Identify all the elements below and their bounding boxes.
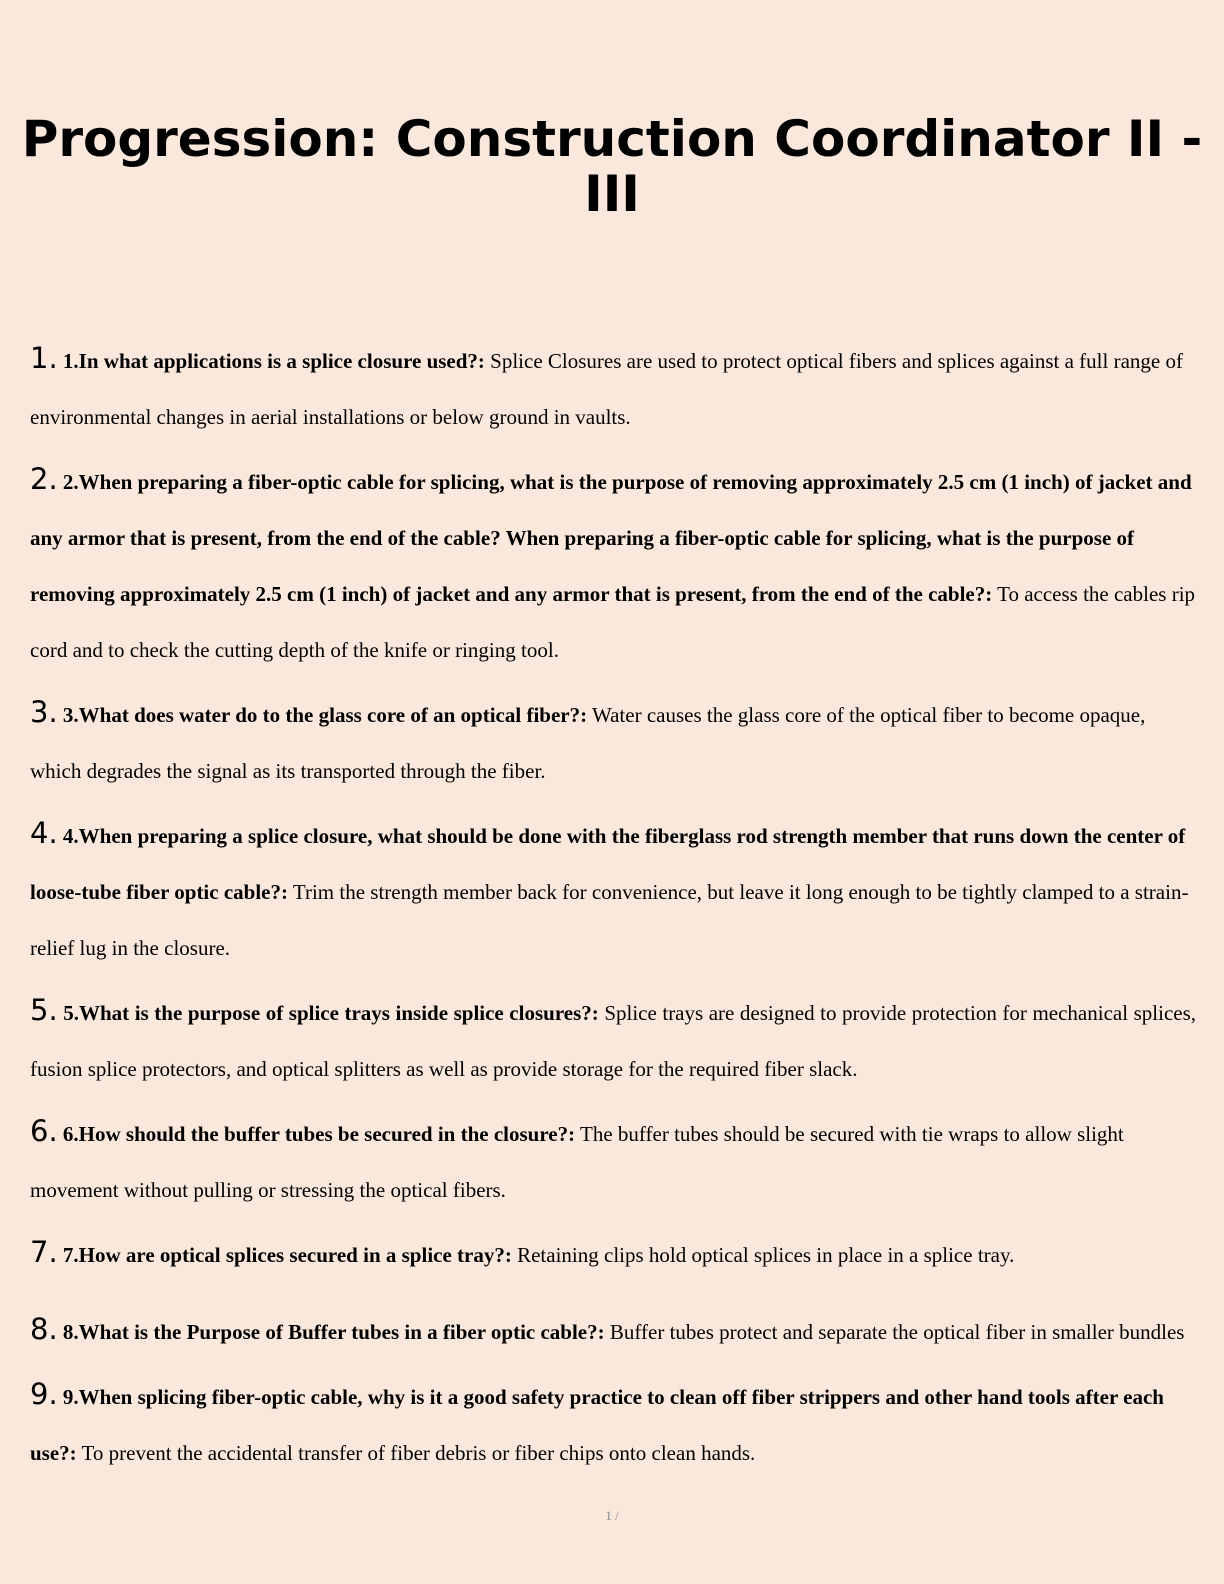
item-number: 4. [30, 816, 58, 850]
qa-item-7 [30, 1224, 1196, 1283]
item-number: 9. [30, 1377, 58, 1411]
question-text: 8.What is the Purpose of Buffer tubes in a fiber optic cable?: [62, 1320, 605, 1344]
page-number: 1 / [605, 1508, 619, 1523]
question-text: 7.How are optical splices secured in a splice tray?: [62, 1243, 512, 1267]
answer-text: To prevent the accidental transfer of fiber debris or fiber chips onto clean hands. [81, 1441, 756, 1465]
item-number: 7. [30, 1235, 58, 1269]
qa-item-5 [30, 982, 1196, 1097]
qa-item-4 [30, 805, 1196, 976]
answer-text: Retaining clips hold optical splices in place in a splice tray. [517, 1243, 1015, 1267]
item-number: 2. [30, 462, 58, 496]
answer-text: Water causes the glass core of the optical fiber to become opaque, which degrades the signal as its transported through the fiber. [30, 703, 1146, 783]
question-text: 1.In what applications is a splice closure used?: [62, 349, 485, 373]
qa-item-6 [30, 1103, 1196, 1218]
qa-item-1 [30, 330, 1196, 445]
question-text: 3.What does water do to the glass core of an optical fiber?: [62, 703, 588, 727]
answer-text: Trim the strength member back for convenience, but leave it long enough to be tightly clamped to a strain-relief lug in the closure. [30, 880, 1189, 960]
item-number: 8. [30, 1312, 58, 1346]
qa-list [30, 330, 1196, 1487]
question-text: 9.When splicing fiber-optic cable, why is it a good safety practice to clean off fiber strippers and other hand tools after each use?: [30, 1385, 1164, 1465]
item-number: 5. [30, 993, 58, 1027]
answer-text: Buffer tubes protect and separate the optical fiber in smaller bundles [609, 1320, 1185, 1344]
item-number: 6. [30, 1114, 58, 1148]
question-text: 4.When preparing a splice closure, what should be done with the fiberglass rod strength member that runs down the center of loose-tube fiber optic cable?: [30, 824, 1186, 904]
item-number: 3. [30, 695, 58, 729]
page-title: Progression: Construction Coordinator II - III [21, 110, 1203, 223]
answer-text: The buffer tubes should be secured with tie wraps to allow slight movement without pulling or stressing the optical fibers. [30, 1122, 1124, 1202]
question-text: 6.How should the buffer tubes be secured in the closure?: [62, 1122, 576, 1146]
qa-item-3 [30, 684, 1196, 799]
item-number: 1. [30, 341, 58, 375]
qa-item-2 [30, 451, 1196, 678]
qa-item-8 [30, 1301, 1196, 1360]
question-text: 5.What is the purpose of splice trays inside splice closures?: [63, 1001, 599, 1025]
qa-item-9 [30, 1366, 1196, 1481]
answer-text: Splice Closures are used to protect optical fibers and splices against a full range of environmental changes in aerial installations or below ground in vaults. [30, 349, 1183, 429]
answer-text: To access the cables rip cord and to check the cutting depth of the knife or ringing tool. [30, 582, 1196, 662]
question-text: 2.When preparing a fiber-optic cable for splicing, what is the purpose of removing approximately 2.5 cm (1 inch) of jacket and any armor that is present, from the end of the cable? When preparing a fiber-optic cable for splicing, what is the purpose of removing approximately 2.5 cm (1 inch) of jacket and any armor that is present, from the end of the cable?: [30, 470, 1192, 606]
answer-text: Splice trays are designed to provide protection for mechanical splices, fusion splice protectors, and optical splitters as well as provide storage for the required fiber slack. [30, 1001, 1197, 1081]
